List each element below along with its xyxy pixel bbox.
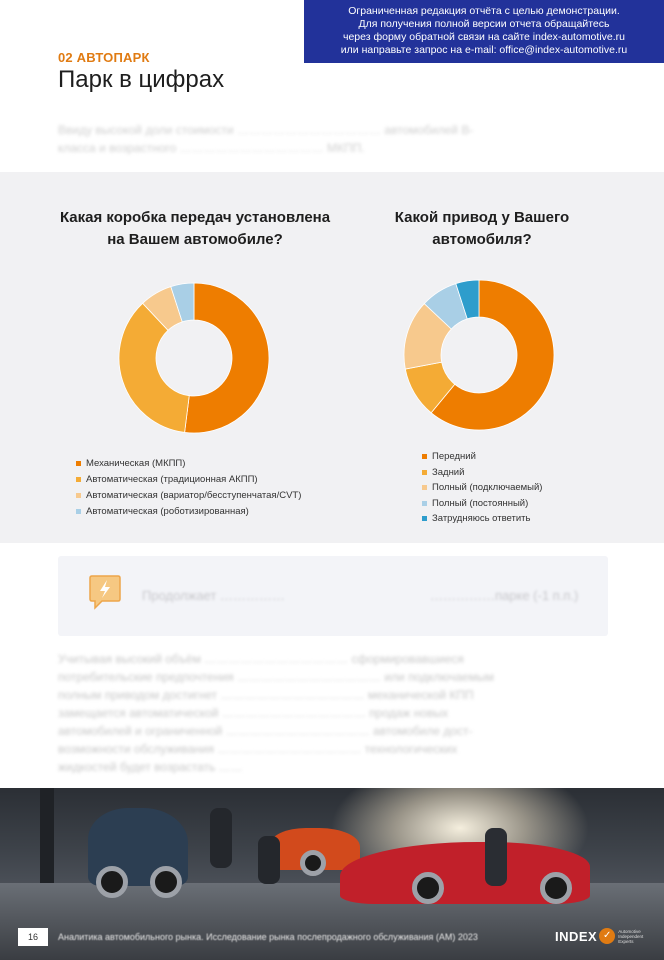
mechanic-figure <box>210 808 232 868</box>
demo-notice-banner <box>304 0 664 63</box>
car-wheel <box>96 866 128 898</box>
logo-check-icon: ✓ <box>599 928 615 944</box>
footer-text: Аналитика автомобильного рынка. Исследование рынка послепродажного обслуживания (АМ) 2023 <box>58 932 478 942</box>
legend-item <box>422 465 542 481</box>
car-wheel <box>540 872 572 904</box>
legend-label: Задний <box>432 466 465 478</box>
car-wheel <box>300 850 326 876</box>
legend-label: Автоматическая (традиционная АКПП) <box>86 473 258 485</box>
donut-slice <box>185 283 269 433</box>
logo-tagline-line: Experts <box>618 938 634 944</box>
mechanic-figure <box>258 836 280 884</box>
intro-paragraph <box>58 121 578 157</box>
legend-label: Затрудняюсь ответить <box>432 513 531 525</box>
section-label: 02 АВТОПАРК <box>58 50 150 65</box>
car-wheel <box>412 872 444 904</box>
body-paragraph <box>58 650 578 776</box>
intro-line: Ввиду высокой доли стоимости ……………………………… автомобилей B- <box>58 123 474 137</box>
legend-item <box>76 455 301 471</box>
drive-chart-title <box>372 207 592 251</box>
legend-label: Механическая (МКПП) <box>86 457 186 469</box>
legend-label: Передний <box>432 451 476 463</box>
drive-legend <box>422 449 542 527</box>
body-line: возможности обслуживания ……………………………… технологических <box>58 742 458 756</box>
mechanic-figure <box>485 828 507 886</box>
legend-item <box>76 471 301 487</box>
logo-wordmark: INDEX <box>555 928 598 944</box>
logo-tagline-line: Automotive <box>618 928 641 934</box>
legend-swatch <box>422 470 427 475</box>
legend-label: Автоматическая (роботизированная) <box>86 505 249 517</box>
legend-swatch <box>76 509 81 514</box>
legend-item <box>422 480 542 496</box>
car-wheel <box>150 866 182 898</box>
gearbox-chart-title <box>40 207 350 251</box>
gearbox-donut-chart <box>118 282 270 434</box>
logo-tagline <box>618 929 643 944</box>
body-line: жидкостей будет возрастать …… <box>58 760 243 774</box>
page-title: Парк в цифрах <box>58 66 225 93</box>
legend-swatch <box>76 461 81 466</box>
demo-notice-line: через форму обратной связи на сайте index-automotive.ru <box>342 31 625 43</box>
body-line: потребительские предпочтения ……………………………… или подключаемым <box>58 670 494 684</box>
info-callout <box>58 556 608 636</box>
legend-item <box>422 449 542 465</box>
body-line: Учитывая высокий объём ……………………………… сформировавшиеся <box>58 652 464 666</box>
chart-title-line: на Вашем автомобиле? <box>107 231 283 248</box>
legend-label: Полный (подключаемый) <box>432 482 543 494</box>
workshop-pillar <box>40 788 54 898</box>
legend-item <box>76 487 301 503</box>
demo-notice-line: или направьте запрос на e-mail: office@index-automotive.ru <box>340 44 628 56</box>
legend-swatch <box>422 516 427 521</box>
body-line: полным приводом достигнет ……………………………… механической КПП <box>58 688 474 702</box>
page-number: 16 <box>18 928 48 946</box>
intro-line: класса и возрастного ……………………………… МКПП. <box>58 141 365 155</box>
legend-item <box>76 503 301 519</box>
body-line: замещается автоматической ……………………………… продаж новых <box>58 706 449 720</box>
drive-donut-chart <box>403 279 555 431</box>
gearbox-legend <box>76 455 301 519</box>
legend-label: Полный (постоянный) <box>432 497 529 509</box>
lightning-chat-icon <box>88 573 122 611</box>
legend-swatch <box>422 454 427 459</box>
info-callout-text: Продолжает …………… <box>142 588 285 603</box>
legend-swatch <box>422 501 427 506</box>
demo-notice-line: Для получения полной версии отчета обращайтесь <box>358 18 610 30</box>
info-callout-text-end: ……………парке (-1 п.п.) <box>430 588 579 603</box>
legend-item <box>422 496 542 512</box>
legend-swatch <box>76 477 81 482</box>
legend-label: Автоматическая (вариатор/бесступенчатая/CVT) <box>86 489 302 501</box>
index-logo <box>555 928 643 944</box>
chart-title-line: автомобиля? <box>432 231 532 248</box>
logo-tagline-line: Independent <box>618 933 644 939</box>
legend-item <box>422 511 542 527</box>
page-footer <box>0 920 664 960</box>
body-line: автомобилей и ограниченной ……………………………… автомобиле дост- <box>58 724 473 738</box>
legend-swatch <box>422 485 427 490</box>
chart-title-line: Какой привод у Вашего <box>394 209 570 226</box>
chart-title-line: Какая коробка передач установлена <box>59 209 331 226</box>
legend-swatch <box>76 493 81 498</box>
demo-notice-line: Ограниченная редакция отчёта с целью демонстрации. <box>348 5 620 17</box>
